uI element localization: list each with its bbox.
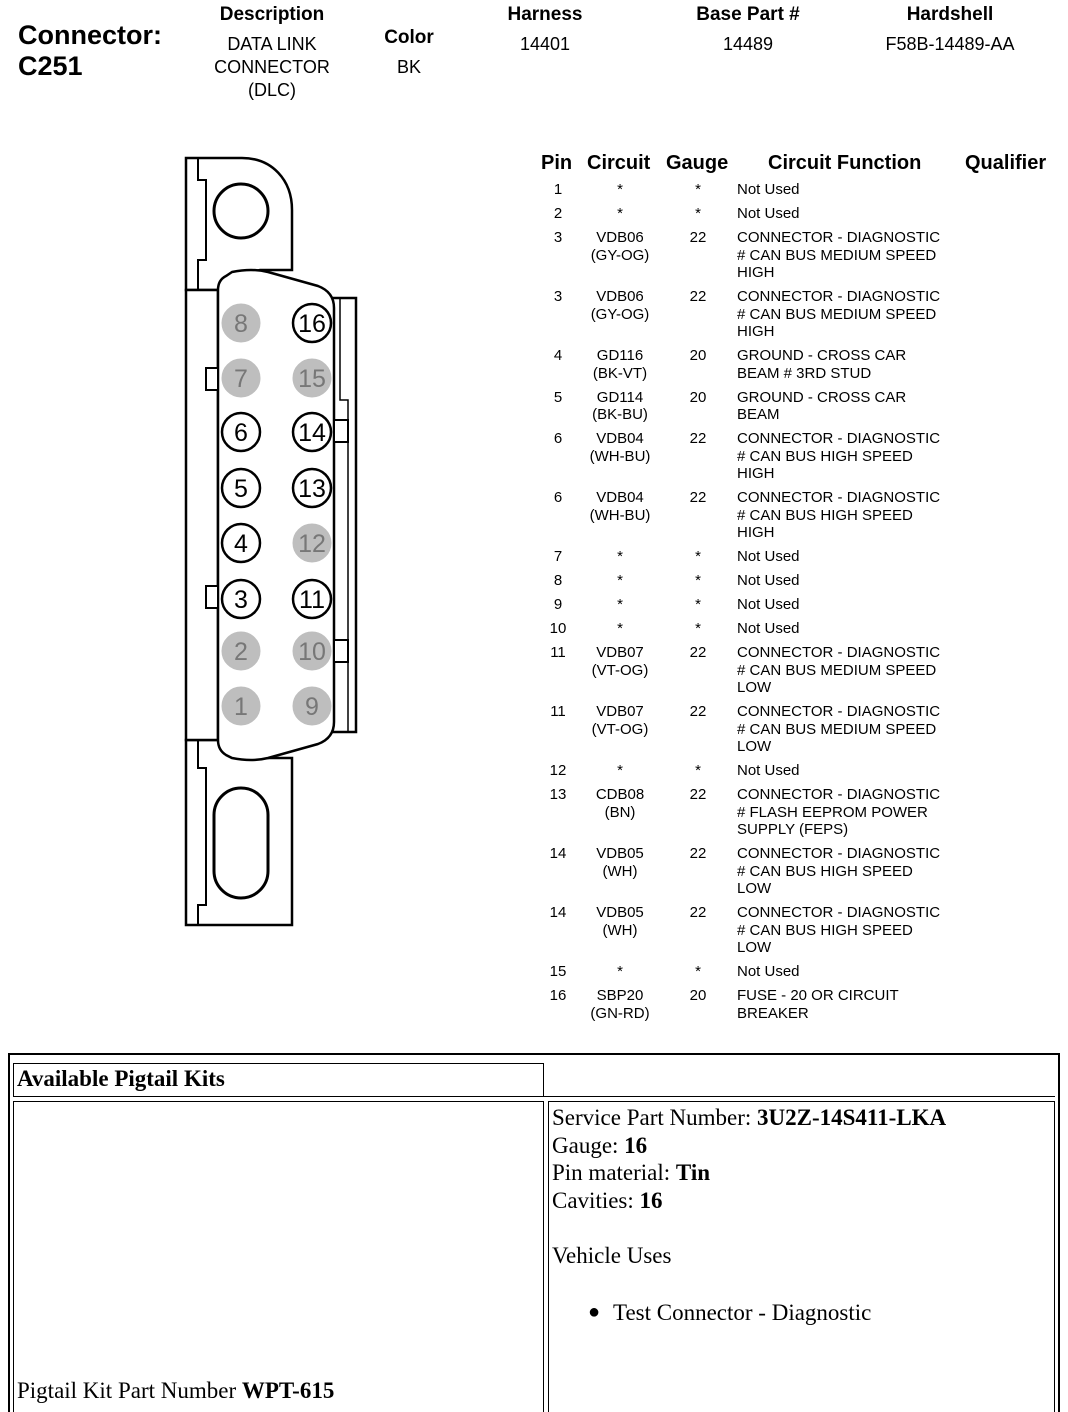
circuit-cell	[580, 596, 660, 614]
connector-body	[186, 290, 218, 740]
function-cell	[737, 548, 977, 566]
pin-cavity-9	[293, 687, 331, 725]
color-value: BK	[396, 57, 421, 77]
circuit-cell	[580, 703, 660, 738]
circuit-cell	[580, 762, 660, 780]
pin-cavity-12	[293, 524, 331, 562]
circuit-line: (GN-RD)	[590, 1004, 650, 1022]
hardshell-header: Hardshell	[906, 4, 994, 25]
circuit-cell	[580, 347, 660, 382]
pin-number: 16	[549, 987, 567, 1004]
function-cell	[737, 904, 977, 957]
pin-number: 7	[553, 548, 563, 565]
circuit-line: *	[617, 620, 623, 637]
connector-label: Connector:	[18, 20, 162, 50]
cavity-number: 6	[234, 419, 248, 447]
cavities-row	[552, 1187, 1047, 1215]
circuit-line: VDB04	[596, 430, 644, 447]
hardshell-value: F58B-14489-AA	[885, 34, 1015, 54]
pin-number: 4	[553, 347, 563, 364]
description-line: (DLC)	[248, 80, 296, 100]
gauge-cell: 22	[689, 489, 707, 506]
function-line: # CAN BUS HIGH SPEED	[737, 447, 913, 465]
function-cell	[737, 389, 977, 424]
gauge-cell: *	[695, 963, 701, 980]
pin-cavity-13	[293, 469, 331, 507]
function-cell	[737, 786, 977, 839]
function-line: BEAM # 3RD STUD	[737, 364, 872, 382]
pin-cavity-14	[293, 413, 331, 451]
kit-number-value: WPT-615	[241, 1377, 335, 1403]
function-line: # CAN BUS MEDIUM SPEED	[737, 661, 937, 679]
function-line: CONNECTOR - DIAGNOSTIC	[737, 786, 941, 803]
circuit-cell	[580, 904, 660, 939]
function-line: LOW	[737, 738, 772, 755]
circuit-line: (WH)	[602, 862, 638, 880]
gauge-cell: 20	[689, 388, 707, 406]
circuit-line: VDB07	[596, 644, 644, 661]
circuit-line: (VT-OG)	[591, 720, 649, 738]
kit-number-label: Pigtail Kit Part Number	[17, 1377, 237, 1403]
pin-number: 10	[549, 620, 567, 637]
function-line: HIGH	[737, 264, 775, 281]
bottom-mounting-slot	[214, 788, 268, 898]
cavities-value: 16	[639, 1187, 663, 1213]
function-line: # CAN BUS HIGH SPEED	[737, 506, 913, 524]
function-cell	[737, 845, 977, 898]
function-line: Not Used	[737, 596, 800, 613]
pin-cavity-5	[222, 469, 260, 507]
circuit-line: *	[617, 548, 623, 565]
pin-cavity-6	[222, 413, 260, 451]
gauge-cell: *	[695, 572, 701, 589]
function-cell	[737, 430, 977, 483]
gauge-row	[552, 1132, 1047, 1160]
gauge-cell: 22	[689, 845, 707, 862]
pin-number: 13	[549, 786, 567, 803]
function-line: LOW	[737, 880, 772, 897]
circuit-line: *	[617, 572, 623, 589]
vehicle-use-item	[552, 1299, 1047, 1327]
pin-number: 3	[553, 288, 563, 305]
function-line: # FLASH EEPROM POWER	[737, 803, 928, 821]
gauge-cell: 22	[689, 288, 707, 305]
circuit-line: VDB05	[596, 845, 644, 862]
circuit-line: (GY-OG)	[590, 246, 650, 264]
pin-cavity-10	[293, 632, 331, 670]
pin-cavity-11	[293, 580, 331, 618]
pin-number: 5	[553, 388, 563, 406]
description-line: CONNECTOR	[214, 57, 330, 77]
pin-column-header: Pin	[541, 152, 573, 174]
circuit-cell	[580, 786, 660, 821]
gauge-column-header: Gauge	[666, 152, 729, 174]
pin-number: 15	[549, 963, 567, 980]
cavity-number: 8	[234, 310, 248, 338]
pin-cavity-15	[293, 359, 331, 397]
cavity-number: 11	[299, 586, 325, 614]
function-cell	[737, 489, 977, 542]
function-line: HIGH	[737, 465, 775, 482]
circuit-cell	[580, 489, 660, 524]
function-line: LOW	[737, 679, 772, 696]
pin-cavity-8	[222, 304, 260, 342]
circuit-line: (WH-BU)	[589, 447, 651, 465]
circuit-cell	[580, 620, 660, 638]
function-line: Not Used	[737, 620, 800, 637]
function-line: CONNECTOR - DIAGNOSTIC	[737, 430, 941, 447]
gauge-value: 16	[624, 1132, 648, 1158]
function-cell	[737, 229, 977, 282]
function-line: BEAM	[737, 406, 780, 423]
service-part-value: 3U2Z-14S411-LKA	[757, 1105, 947, 1130]
pin-material-row	[552, 1159, 1047, 1187]
pigtail-heading: Available Pigtail Kits	[17, 1066, 225, 1091]
gauge-cell: 22	[689, 703, 707, 720]
cavity-number: 9	[305, 693, 319, 721]
function-line: SUPPLY (FEPS)	[737, 821, 849, 838]
function-line: GROUND - CROSS CAR	[737, 347, 907, 364]
circuit-cell	[580, 389, 660, 424]
function-cell	[737, 572, 977, 590]
circuit-cell	[580, 845, 660, 880]
circuit-line: (WH-BU)	[589, 506, 651, 524]
function-column-header: Circuit Function	[768, 152, 922, 174]
gauge-cell: 22	[689, 430, 707, 447]
circuit-line: SBP20	[596, 987, 644, 1004]
gauge-cell: 20	[689, 987, 707, 1004]
pin-cavity-3	[222, 580, 260, 618]
circuit-line: *	[617, 181, 623, 198]
circuit-line: VDB06	[596, 229, 644, 246]
top-mounting-hole	[214, 184, 268, 238]
circuit-line: VDB07	[596, 703, 644, 720]
gauge-cell: *	[695, 596, 701, 613]
service-part-row	[552, 1104, 1047, 1132]
pigtail-kit-number	[17, 1377, 334, 1405]
circuit-line: *	[617, 205, 623, 222]
pin-cavity-4	[222, 524, 260, 562]
function-line: CONNECTOR - DIAGNOSTIC	[737, 644, 941, 661]
pin-material-value: Tin	[675, 1160, 711, 1185]
function-line: GROUND - CROSS CAR	[737, 388, 907, 406]
gauge-cell: 22	[689, 229, 707, 246]
pin-cavity-2	[222, 632, 260, 670]
gauge-cell: 22	[689, 644, 707, 661]
function-cell	[737, 963, 977, 981]
pigtail-details	[552, 1104, 1047, 1327]
function-line: Not Used	[737, 205, 800, 222]
service-part-label: Service Part Number:	[552, 1105, 752, 1130]
function-line: CONNECTOR - DIAGNOSTIC	[737, 489, 941, 506]
connector-id: C251	[18, 51, 83, 81]
gauge-cell: 22	[689, 786, 707, 803]
circuit-line: (WH)	[602, 921, 638, 939]
vehicle-use-text: Test Connector - Diagnostic	[613, 1300, 872, 1325]
pin-number: 6	[553, 489, 563, 506]
gauge-cell: *	[695, 548, 701, 565]
pin-number: 1	[553, 181, 563, 198]
function-line: Not Used	[737, 572, 800, 589]
function-line: CONNECTOR - DIAGNOSTIC	[737, 229, 941, 246]
pin-number: 11	[550, 703, 566, 720]
cavity-number: 4	[234, 530, 248, 558]
circuit-cell	[580, 229, 660, 264]
circuit-cell	[580, 548, 660, 566]
function-line: # CAN BUS MEDIUM SPEED	[737, 305, 937, 323]
function-line: HIGH	[737, 524, 775, 541]
harness-value: 14401	[519, 34, 571, 54]
qualifier-column-header: Qualifier	[965, 152, 1047, 174]
function-line: CONNECTOR - DIAGNOSTIC	[737, 845, 941, 862]
cavity-number: 13	[298, 475, 326, 503]
function-line: Not Used	[737, 548, 800, 565]
pigtail-heading-cell	[13, 1063, 544, 1097]
circuit-line: *	[617, 596, 623, 613]
function-cell	[737, 620, 977, 638]
circuit-line: GD116	[596, 347, 644, 364]
gauge-cell: *	[695, 762, 701, 779]
function-line: Not Used	[737, 181, 800, 198]
circuit-line: (GY-OG)	[590, 305, 650, 323]
pin-cavity-1	[222, 687, 260, 725]
function-cell	[737, 347, 977, 382]
function-line: # CAN BUS MEDIUM SPEED	[737, 246, 937, 264]
pin-material-label: Pin material:	[552, 1160, 671, 1185]
function-cell	[737, 596, 977, 614]
circuit-line: CDB08	[595, 786, 645, 803]
cavity-number: 16	[298, 310, 326, 338]
circuit-cell	[580, 987, 660, 1022]
circuit-column-header: Circuit	[587, 152, 651, 174]
circuit-line: (BN)	[604, 803, 636, 821]
function-cell	[737, 703, 977, 756]
circuit-line: (VT-OG)	[591, 661, 649, 679]
function-line: # CAN BUS HIGH SPEED	[737, 862, 913, 880]
gauge-cell: *	[695, 181, 701, 198]
circuit-cell	[580, 963, 660, 981]
pin-number: 9	[553, 596, 563, 613]
description-line: DATA LINK	[227, 34, 317, 54]
function-line: BREAKER	[737, 1004, 809, 1022]
function-line: Not Used	[737, 963, 800, 980]
pin-number: 14	[549, 904, 567, 921]
pigtail-details-cell	[548, 1101, 1055, 1412]
function-cell	[737, 762, 977, 780]
pin-number: 2	[553, 205, 563, 222]
gauge-cell: *	[695, 205, 701, 222]
pin-number: 3	[553, 229, 563, 246]
cavity-number: 14	[298, 419, 326, 447]
function-cell	[737, 205, 977, 223]
cavity-number: 10	[298, 638, 326, 666]
pin-cavity-16	[293, 304, 331, 342]
pin-number: 6	[553, 430, 563, 447]
base-part-header: Base Part #	[696, 4, 800, 25]
gauge-cell: 22	[689, 904, 707, 921]
pigtail-heading-blank-cell	[544, 1063, 1055, 1097]
function-line: # CAN BUS HIGH SPEED	[737, 921, 913, 939]
connector-shroud	[218, 270, 334, 760]
circuit-line: VDB04	[596, 489, 644, 506]
pigtail-kit-cell	[13, 1101, 544, 1412]
function-cell	[737, 181, 977, 199]
circuit-cell	[580, 181, 660, 199]
bullet-icon: ●	[588, 1301, 601, 1323]
pin-number: 11	[550, 644, 566, 661]
cavity-number: 15	[298, 365, 326, 393]
cavity-number: 2	[234, 638, 248, 666]
circuit-cell	[580, 288, 660, 323]
description-header: Description	[219, 4, 325, 25]
cavity-number: 3	[234, 586, 248, 614]
circuit-cell	[580, 572, 660, 590]
pin-cavity-7	[222, 359, 260, 397]
function-cell	[737, 288, 977, 341]
base-part-value: 14489	[722, 34, 774, 54]
circuit-cell	[580, 430, 660, 465]
pin-number: 14	[549, 845, 567, 862]
vehicle-uses-label: Vehicle Uses	[552, 1242, 672, 1268]
cavity-number: 7	[234, 365, 248, 393]
connector-diagram	[0, 0, 520, 1040]
circuit-cell	[580, 205, 660, 223]
circuit-line: (BK-VT)	[592, 364, 648, 382]
function-line: Not Used	[737, 762, 800, 779]
pin-number: 12	[549, 762, 567, 779]
function-line: CONNECTOR - DIAGNOSTIC	[737, 904, 941, 921]
function-line: # CAN BUS MEDIUM SPEED	[737, 720, 937, 738]
function-cell	[737, 644, 977, 697]
cavities-label: Cavities:	[552, 1187, 634, 1213]
circuit-line: VDB05	[596, 904, 644, 921]
function-cell	[737, 987, 977, 1022]
function-line: FUSE - 20 OR CIRCUIT	[737, 987, 899, 1004]
gauge-label: Gauge:	[552, 1132, 619, 1158]
function-line: HIGH	[737, 323, 775, 340]
cavity-number: 1	[234, 693, 248, 721]
function-line: CONNECTOR - DIAGNOSTIC	[737, 703, 941, 720]
color-header: Color	[384, 27, 434, 48]
pin-number: 8	[553, 572, 563, 589]
cavity-number: 5	[234, 475, 248, 503]
harness-header: Harness	[507, 4, 583, 25]
circuit-line: GD114	[596, 388, 644, 406]
cavity-number: 12	[298, 530, 326, 558]
circuit-line: (BK-BU)	[592, 406, 648, 423]
function-line: CONNECTOR - DIAGNOSTIC	[737, 288, 941, 305]
function-line: LOW	[737, 939, 772, 956]
circuit-line: *	[617, 963, 623, 980]
circuit-line: *	[617, 762, 623, 779]
circuit-line: VDB06	[596, 288, 644, 305]
gauge-cell: 20	[689, 347, 707, 364]
circuit-cell	[580, 644, 660, 679]
gauge-cell: *	[695, 620, 701, 637]
